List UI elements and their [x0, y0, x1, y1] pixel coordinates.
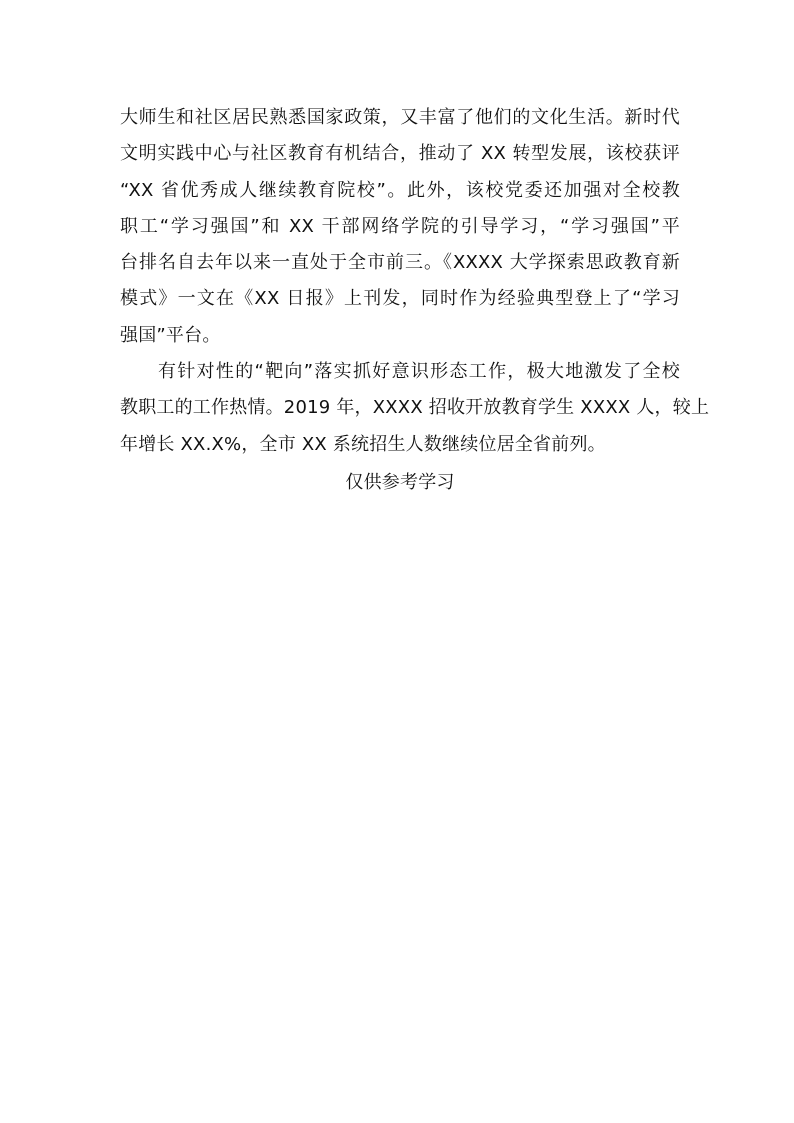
paragraph-1-line-2: 文明实践中心与社区教育有机结合，推动了 XX 转型发展，该校获评: [120, 143, 680, 165]
paragraph-2-line-2: 教职工的工作热情。2019 年，XXXX 招收开放教育学生 XXXX 人，较上: [120, 397, 710, 419]
paragraph-1-line-7: 强国”平台。: [120, 324, 221, 346]
document-body: [120, 100, 710, 501]
paragraph-2-line-1: 有针对性的“靶向”落实抓好意识形态工作，极大地激发了全校: [158, 361, 680, 383]
paragraph-1-line-3: “XX 省优秀成人继续教育院校”。此外，该校党委还加强对全校教: [120, 179, 680, 201]
paragraph-1-line-4: 职工“学习强国”和 XX 干部网络学院的引导学习，“学习强国”平: [120, 215, 680, 237]
footer-note: 仅供参考学习: [345, 471, 455, 493]
paragraph-1-line-5: 台排名自去年以来一直处于全市前三。《XXXX 大学探索思政教育新: [120, 252, 680, 274]
paragraph-2-line-3: 年增长 XX.X%，全市 XX 系统招生人数继续位居全省前列。: [120, 433, 606, 455]
paragraph-1-line-6: 模式》一文在《XX 日报》上刊发，同时作为经验典型登上了“学习: [120, 288, 680, 310]
paragraph-1-line-1: 大师生和社区居民熟悉国家政策，又丰富了他们的文化生活。新时代: [120, 107, 680, 128]
